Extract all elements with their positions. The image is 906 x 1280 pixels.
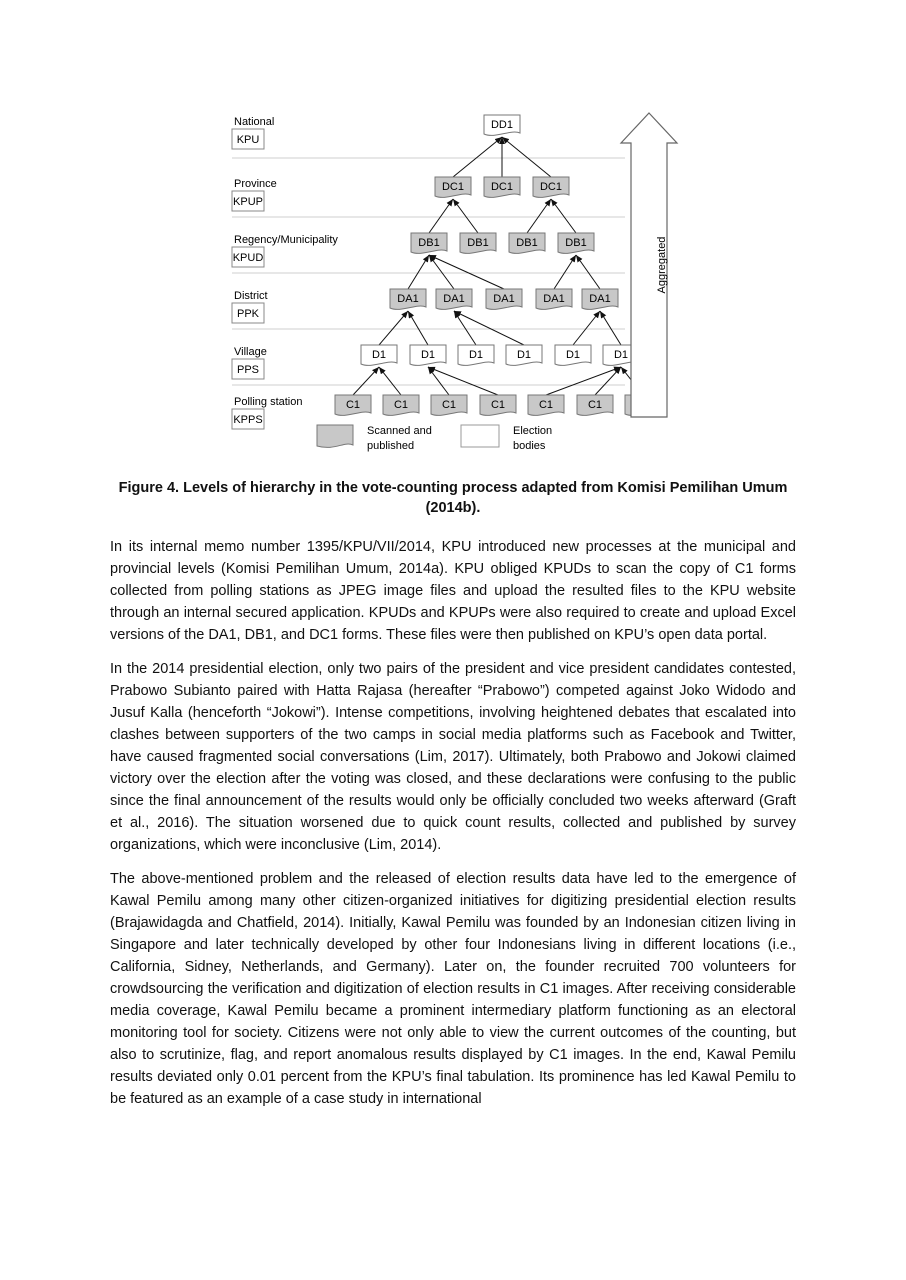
form-node-label: DB1 [467,237,489,249]
aggregation-edge [429,255,504,289]
aggregated-arrow [621,113,677,417]
aggregation-edge [429,255,454,289]
legend-shaded-swatch [317,425,353,447]
aggregation-edge [408,255,429,289]
legend-shaded-label-2: published [367,440,415,452]
aggregated-arrow-shape [621,113,677,417]
paragraph-2: In the 2014 presidential election, only two pairs of the president and vice president candidates contested, Prabowo Subianto paired with Hatta Rajasa (hereafter “Prabowo”) competed against Joko Widodo and Jusuf Kalla (henceforth “Jokowi”). Intense competitions, involving heightened debates that escalated into clashes between supporters of the two camps in social media platforms such as Facebook and Twitter, have caused fragmented social conversations (Lim, 2017). Ultimately, both Prabowo and Jokowi claimed victory over the election after the voting was closed, and these declarations were confusing to the public since the final announcement of the results would only be officially concluded two weeks afterward (Graft et al., 2016). The situation worsened due to quick count results, collected and published by survey organizations, which were inconclusive (Lim, 2014). [110,661,796,853]
form-node-label: D1 [468,349,484,361]
level-name: Province [234,178,277,190]
level-name: National [234,116,275,128]
form-node-label: DC1 [490,181,514,193]
legend-plain-label-1: Election [513,425,553,437]
form-node-label: DA1 [493,293,515,305]
legend [317,425,552,452]
aggregation-edge [453,199,478,233]
level-name: Polling station [234,396,303,408]
body-text [110,536,796,1122]
caption-line-1: Figure 4. Levels of hierarchy in the vote-counting process adapted from Komisi Pemilihan Umum [118,480,788,496]
form-node-label: D1 [565,349,581,361]
aggregation-edge [353,367,379,395]
level-body: KPPS [233,414,263,426]
aggregation-edge [573,311,600,345]
form-node-label: C1 [345,399,361,411]
aggregation-edge [379,311,408,345]
level-body: PPS [236,364,260,376]
caption-line-2: (2014b). [425,500,481,516]
aggregation-edge [576,255,600,289]
figure-caption [110,478,796,518]
legend-shaded-label-1: Scanned and [367,425,432,437]
hierarchy-figure [225,105,685,465]
aggregation-edge [429,199,453,233]
aggregation-edge [600,311,621,345]
form-node-label: D1 [516,349,532,361]
form-node-label: D1 [371,349,387,361]
paragraph-3: The above-mentioned problem and the released of election results data have led to the emergence of Kawal Pemilu among many other citizen-organized initiatives for digitizing presidential election results (Brajawidagda and Chatfield, 2014). Initially, Kawal Pemilu was founded by an Indonesian citizen living in Singapore and later technically developed by other four Indonesians living in different locations (i.e., California, Sidney, Netherlands, and Germany). Later on, the founder recruited 700 volunteers for crowdsourcing the verification and digitization of election results in C1 images. After receiving considerable media coverage, Kawal Pemilu became a prominent intermediary platform functioning as an electoral monitoring tool for society. Citizens were not only able to view the current outcomes of the counting, but also to scrutinize, flag, and report anomalous results displayed by C1 images. In the end, Kawal Pemilu results deviated only 0.01 percent from the KPU’s final tabulation. Its prominence has led Kawal Pemilu to be featured as an example of a case study in international [110,871,796,1107]
form-node-label: DB1 [516,237,538,249]
level-name: District [234,290,268,302]
aggregation-edge [551,199,576,233]
level-body: PPK [236,308,260,320]
paragraph-1: In its internal memo number 1395/KPU/VII/2014, KPU introduced new processes at the municipal and provincial levels (Komisi Pemilihan Umum, 2014a). KPU obliged KPUDs to scan the copy of C1 forms collected from polling stations as JPEG image files and upload the resulted files to the KPU website through an internal secured application. KPUDs and KPUPs were also required to create and upload Excel versions of the DA1, DB1, and DC1 forms. These files were then published on KPU’s open data portal. [110,539,796,643]
form-node-label: DA1 [443,293,465,305]
form-node-label: DD1 [490,119,514,131]
aggregation-edge [554,255,576,289]
aggregation-edge [527,199,551,233]
form-node-label: D1 [613,349,629,361]
hierarchy-diagram [225,105,685,465]
aggregated-label: Aggregated [656,236,668,294]
level-name: Village [234,346,267,358]
form-node-label: C1 [538,399,554,411]
form-node-label: DB1 [418,237,440,249]
level-body: KPUP [233,196,263,208]
form-node-label: DC1 [539,181,563,193]
form-node-label: DA1 [589,293,611,305]
form-node-label: DA1 [543,293,565,305]
form-node-label: C1 [393,399,409,411]
aggregation-edge [408,311,428,345]
legend-plain-label-2: bodies [513,440,546,452]
form-node-label: C1 [490,399,506,411]
form-node-label: DC1 [441,181,465,193]
aggregation-edge [453,137,502,177]
form-node-label: DA1 [397,293,419,305]
form-node-label: DB1 [565,237,587,249]
level-name: Regency/Municipality [234,234,338,246]
aggregation-edge [502,137,551,177]
form-node-label: C1 [441,399,457,411]
legend-plain-swatch [461,425,499,447]
aggregation-edge [595,367,621,395]
level-body: KPUD [232,252,264,264]
aggregation-edge [546,367,621,395]
aggregation-edge [379,367,401,395]
form-node-label: C1 [587,399,603,411]
form-node-label: D1 [420,349,436,361]
level-body: KPU [236,134,260,146]
